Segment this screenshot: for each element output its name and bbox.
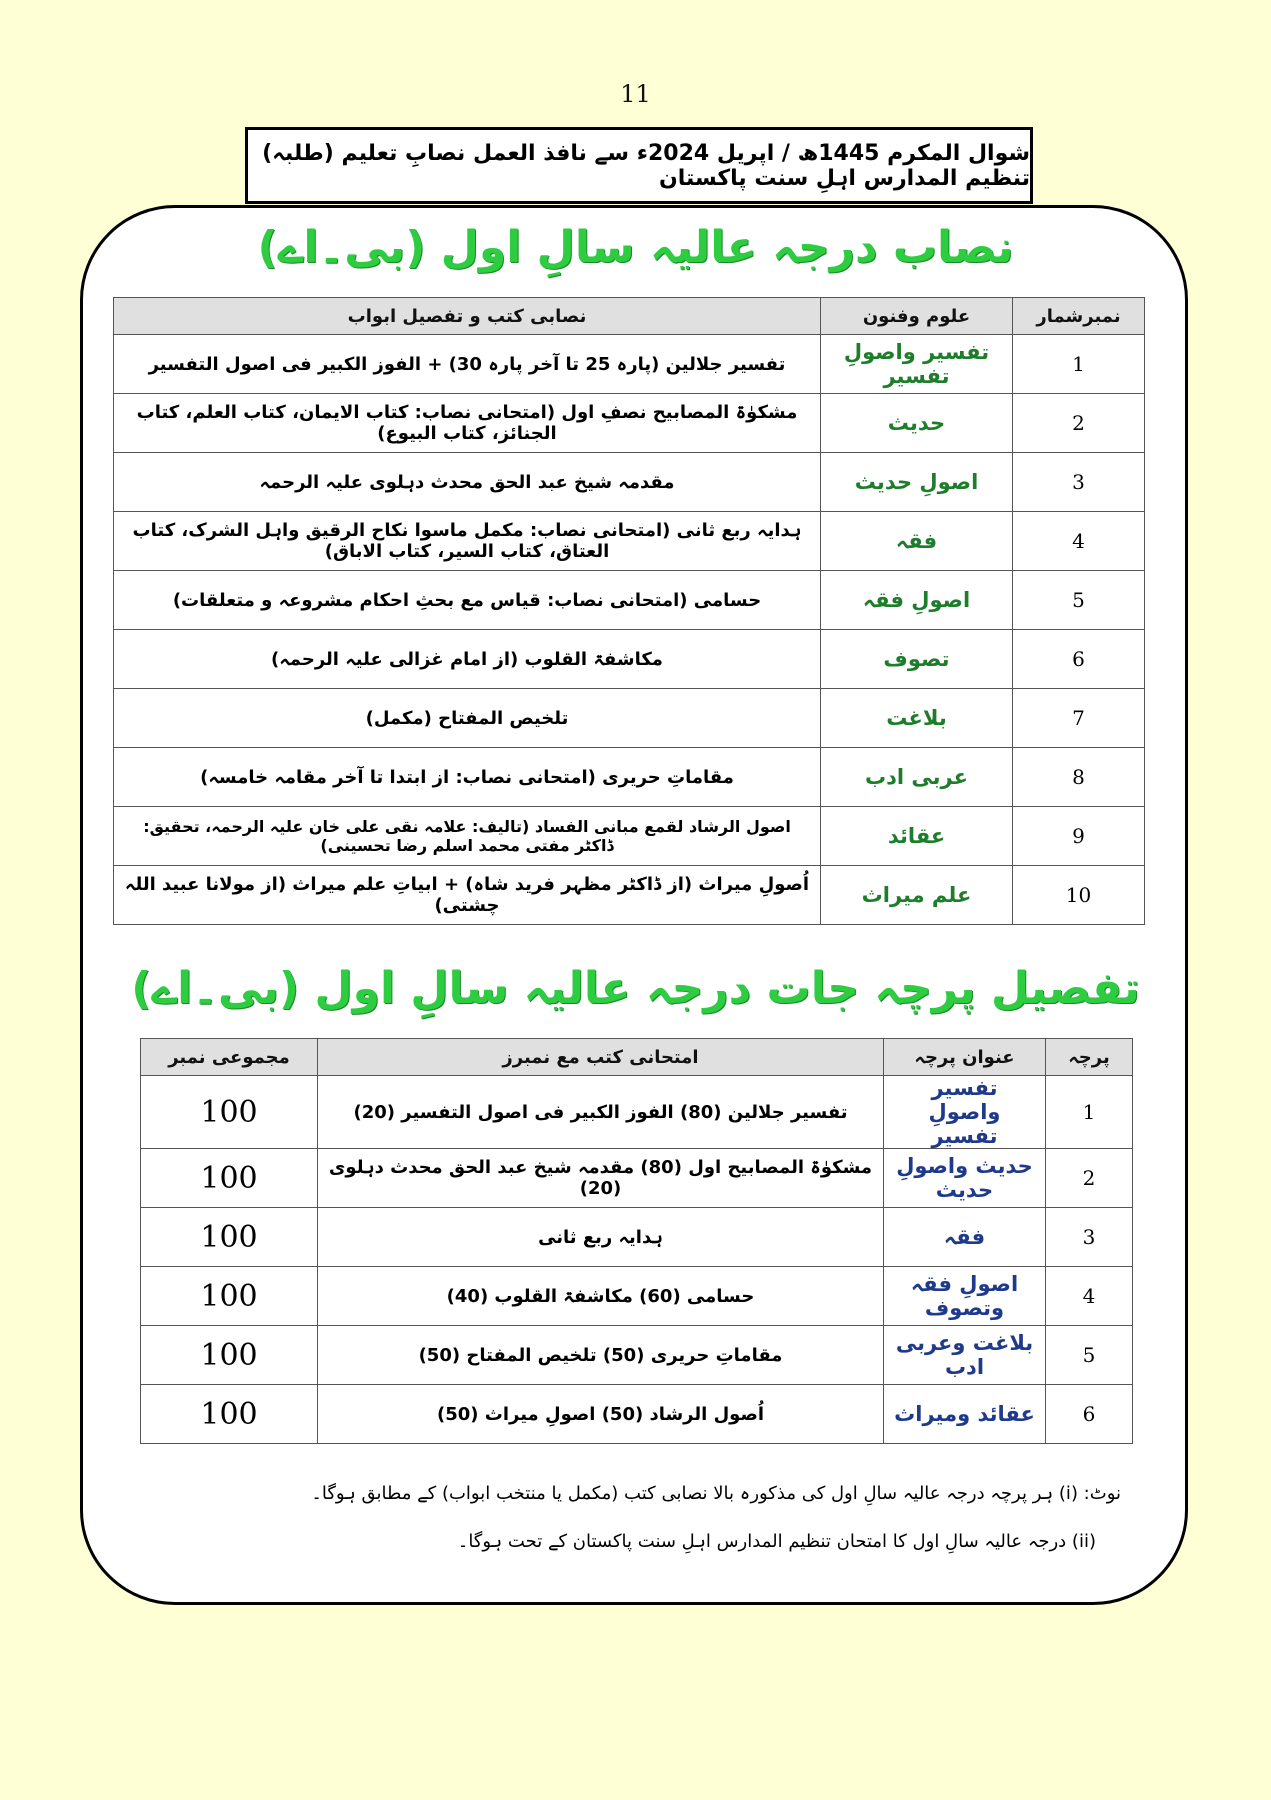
row-subject: حدیث [821,394,1013,453]
row-number: 9 [1013,807,1145,866]
header-serial: نمبرشمار [1013,298,1145,335]
row-subject: عربی ادب [821,748,1013,807]
row-subject: تصوف [821,630,1013,689]
row-books: مقاماتِ حریری (50) تلخیص المفتاح (50) [318,1326,884,1385]
row-books: مشکوٰۃ المصابیح نصفِ اول (امتحانی نصاب: کتاب الایمان، کتاب العلم، کتاب الجنائز، کتاب البیوع) [114,394,821,453]
header-paper: پرچہ [1046,1039,1133,1076]
row-books: مشکوٰۃ المصابیح اول (80) مقدمہ شیخ عبد الحق محدث دہلوی (20) [318,1149,884,1208]
row-number: 8 [1013,748,1145,807]
row-number: 2 [1013,394,1145,453]
row-subject: اصولِ حدیث [821,453,1013,512]
row-books: تلخیص المفتاح (مکمل) [114,689,821,748]
row-number: 7 [1013,689,1145,748]
header-total-marks: مجموعی نمبر [141,1039,318,1076]
row-number: 5 [1046,1326,1133,1385]
table-row [141,1326,1133,1385]
row-subject: تفسیر واصولِ تفسیر [821,335,1013,394]
row-number: 2 [1046,1149,1133,1208]
row-number: 1 [1046,1076,1133,1149]
row-books: اُصولِ میراث (از ڈاکٹر مظہر فرید شاہ) + ابیاتِ علم میراث (از مولانا عبید اللہ چشتی) [114,866,821,925]
row-books: ہدایہ ربع ثانی [318,1208,884,1267]
row-subject: فقہ [821,512,1013,571]
header-books: نصابی کتب و تفصیل ابواب [114,298,821,335]
row-subject: اصولِ فقہ وتصوف [884,1267,1046,1326]
table-row [114,571,1145,630]
row-total: 100 [141,1267,318,1326]
row-number: 4 [1046,1267,1133,1326]
row-number: 10 [1013,866,1145,925]
page-number: 11 [620,80,651,108]
table-header-row [141,1039,1133,1076]
row-books: اُصول الرشاد (50) اصولِ میراث (50) [318,1385,884,1444]
row-books: حسامی (امتحانی نصاب: قیاس مع بحثِ احکام مشروعہ و متعلقات) [114,571,821,630]
header-exam-books: امتحانی کتب مع نمبرز [318,1039,884,1076]
papers-table [140,1038,1133,1444]
table-row [141,1267,1133,1326]
row-subject: بلاغت [821,689,1013,748]
row-total: 100 [141,1326,318,1385]
row-subject: فقہ [884,1208,1046,1267]
row-number: 5 [1013,571,1145,630]
table-row [141,1149,1133,1208]
row-books: تفسیر جلالین (پارہ 25 تا آخر پارہ 30) + الفوز الکبیر فی اصول التفسیر [114,335,821,394]
row-total: 100 [141,1208,318,1267]
row-number: 3 [1046,1208,1133,1267]
row-total: 100 [141,1149,318,1208]
papers-title: تفصیل پرچہ جات درجہ عالیہ سالِ اول (بی۔اے) [131,963,1140,1014]
notes-section [141,1470,1121,1566]
row-number: 1 [1013,335,1145,394]
table-row [141,1208,1133,1267]
row-total: 100 [141,1076,318,1149]
row-number: 6 [1013,630,1145,689]
table-row [114,689,1145,748]
row-books: تفسیر جلالین (80) الفوز الکبیر فی اصول التفسیر (20) [318,1076,884,1149]
table-header-row [114,298,1145,335]
row-total: 100 [141,1385,318,1444]
note-1: نوٹ: (i) ہر پرچہ درجہ عالیہ سالِ اول کی مذکورہ بالا نصابی کتب (مکمل یا منتخب ابواب) کے مطابق ہوگا۔ [311,1483,1121,1504]
table-row [114,807,1145,866]
row-books: مکاشفۃ القلوب (از امام غزالی علیہ الرحمہ) [114,630,821,689]
row-books: ہدایہ ربع ثانی (امتحانی نصاب: مکمل ماسوا نکاح الرقیق واہل الشرک، کتاب العتاق، کتاب السیر، کتاب الاباق) [114,512,821,571]
row-subject: بلاغت وعربی ادب [884,1326,1046,1385]
table-row [141,1385,1133,1444]
row-number: 6 [1046,1385,1133,1444]
row-subject: عقائد ومیراث [884,1385,1046,1444]
table-row [114,453,1145,512]
table-row [114,866,1145,925]
table-row [141,1076,1133,1149]
row-books: مقدمہ شیخ عبد الحق محدث دہلوی علیہ الرحمہ [114,453,821,512]
row-books: اصول الرشاد لقمع مبانی الفساد (تالیف: علامہ نقی علی خان علیہ الرحمہ، تحقیق: ڈاکٹر مفتی محمد اسلم رضا تحسینی) [114,807,821,866]
table-row [114,748,1145,807]
row-subject: تفسیر واصولِ تفسیر [884,1076,1046,1149]
table-row [114,630,1145,689]
table-row [114,512,1145,571]
row-books: حسامی (60) مکاشفۃ القلوب (40) [318,1267,884,1326]
row-number: 3 [1013,453,1145,512]
row-number: 4 [1013,512,1145,571]
note-2: (ii) درجہ عالیہ سالِ اول کا امتحان تنظیم المدارس اہلِ سنت پاکستان کے تحت ہوگا۔ [457,1531,1096,1552]
syllabus-title: نصاب درجہ عالیہ سالِ اول (بی۔اے) [257,222,1014,273]
syllabus-table [113,297,1145,925]
header-subject: علوم وفنون [821,298,1013,335]
table-row [114,335,1145,394]
row-subject: عقائد [821,807,1013,866]
row-books: مقاماتِ حریری (امتحانی نصاب: از ابتدا تا آخر مقامہ خامسہ) [114,748,821,807]
row-subject: علم میراث [821,866,1013,925]
row-subject: حدیث واصولِ حدیث [884,1149,1046,1208]
row-subject: اصولِ فقہ [821,571,1013,630]
document-header: شوال المکرم 1445ھ / اپریل 2024ء سے نافذ العمل نصابِ تعلیم (طلبہ) تنظیم المدارس اہلِ سنت پاکستان [245,127,1033,204]
table-row [114,394,1145,453]
header-paper-title: عنوان پرچہ [884,1039,1046,1076]
